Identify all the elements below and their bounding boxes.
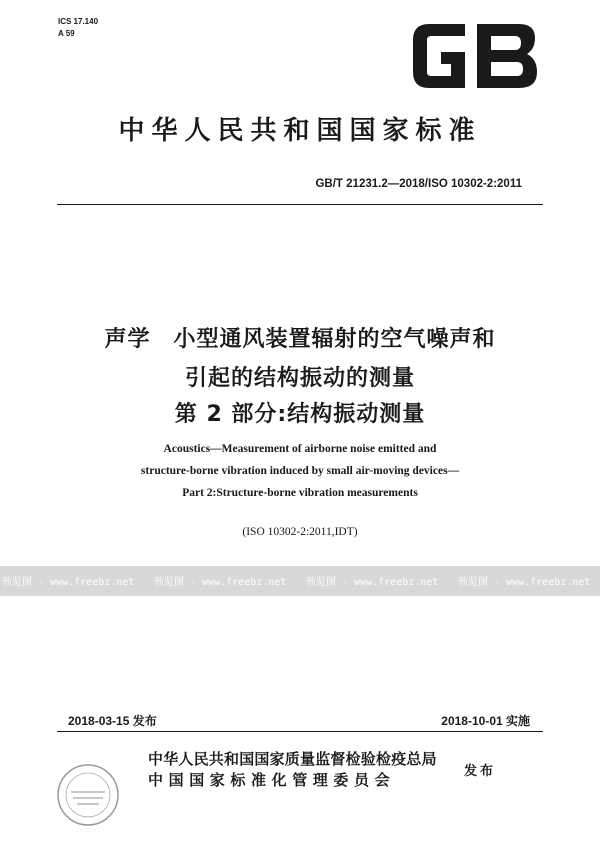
watermark-text: 预览图 - www.freebz.net xyxy=(2,577,135,588)
ccs-code: A 59 xyxy=(58,29,75,38)
copyright-stamp-icon xyxy=(55,762,121,828)
standard-number: GB/T 21231.2—2018/ISO 10302-2:2011 xyxy=(315,178,522,190)
issue-date: 2018-03-15 发布 xyxy=(68,714,157,728)
classification-codes xyxy=(58,16,98,40)
chinese-title-line-1: 声学 小型通风装置辐射的空气噪声和 xyxy=(104,327,496,352)
english-title-line-3: Part 2:Structure-borne vibration measurements xyxy=(182,487,418,499)
gb-logo xyxy=(407,16,543,96)
watermark-text: 预览图 - www.freebz.net xyxy=(458,577,591,588)
watermark-text: 预览图 - www.freebz.net xyxy=(154,577,287,588)
iso-reference: (ISO 10302-2:2011,IDT) xyxy=(242,526,358,538)
chinese-title-line-2: 引起的结构振动的测量 xyxy=(184,366,415,391)
implementation-date: 2018-10-01 实施 xyxy=(441,714,530,728)
english-title-line-1: Acoustics—Measurement of airborne noise emitted and xyxy=(163,443,437,455)
watermark-text: 预览图 - www.freebz.net xyxy=(306,577,439,588)
national-standard-title: 中华人民共和国国家标准 xyxy=(118,116,482,146)
chinese-title-line-3: 第 2 部分:结构振动测量 xyxy=(174,402,426,427)
publish-label: 发布 xyxy=(464,764,497,779)
ics-code: ICS 17.140 xyxy=(58,17,99,26)
footer-divider xyxy=(57,731,543,732)
watermark-band xyxy=(0,566,600,596)
english-title-line-2: structure-borne vibration induced by small air-moving devices— xyxy=(140,465,460,477)
header-divider xyxy=(57,204,543,205)
issuer-sac: 中国国家标准化管理委员会 xyxy=(148,771,396,789)
issuer-aqsiq: 中华人民共和国国家质量监督检验检疫总局 xyxy=(148,750,437,768)
